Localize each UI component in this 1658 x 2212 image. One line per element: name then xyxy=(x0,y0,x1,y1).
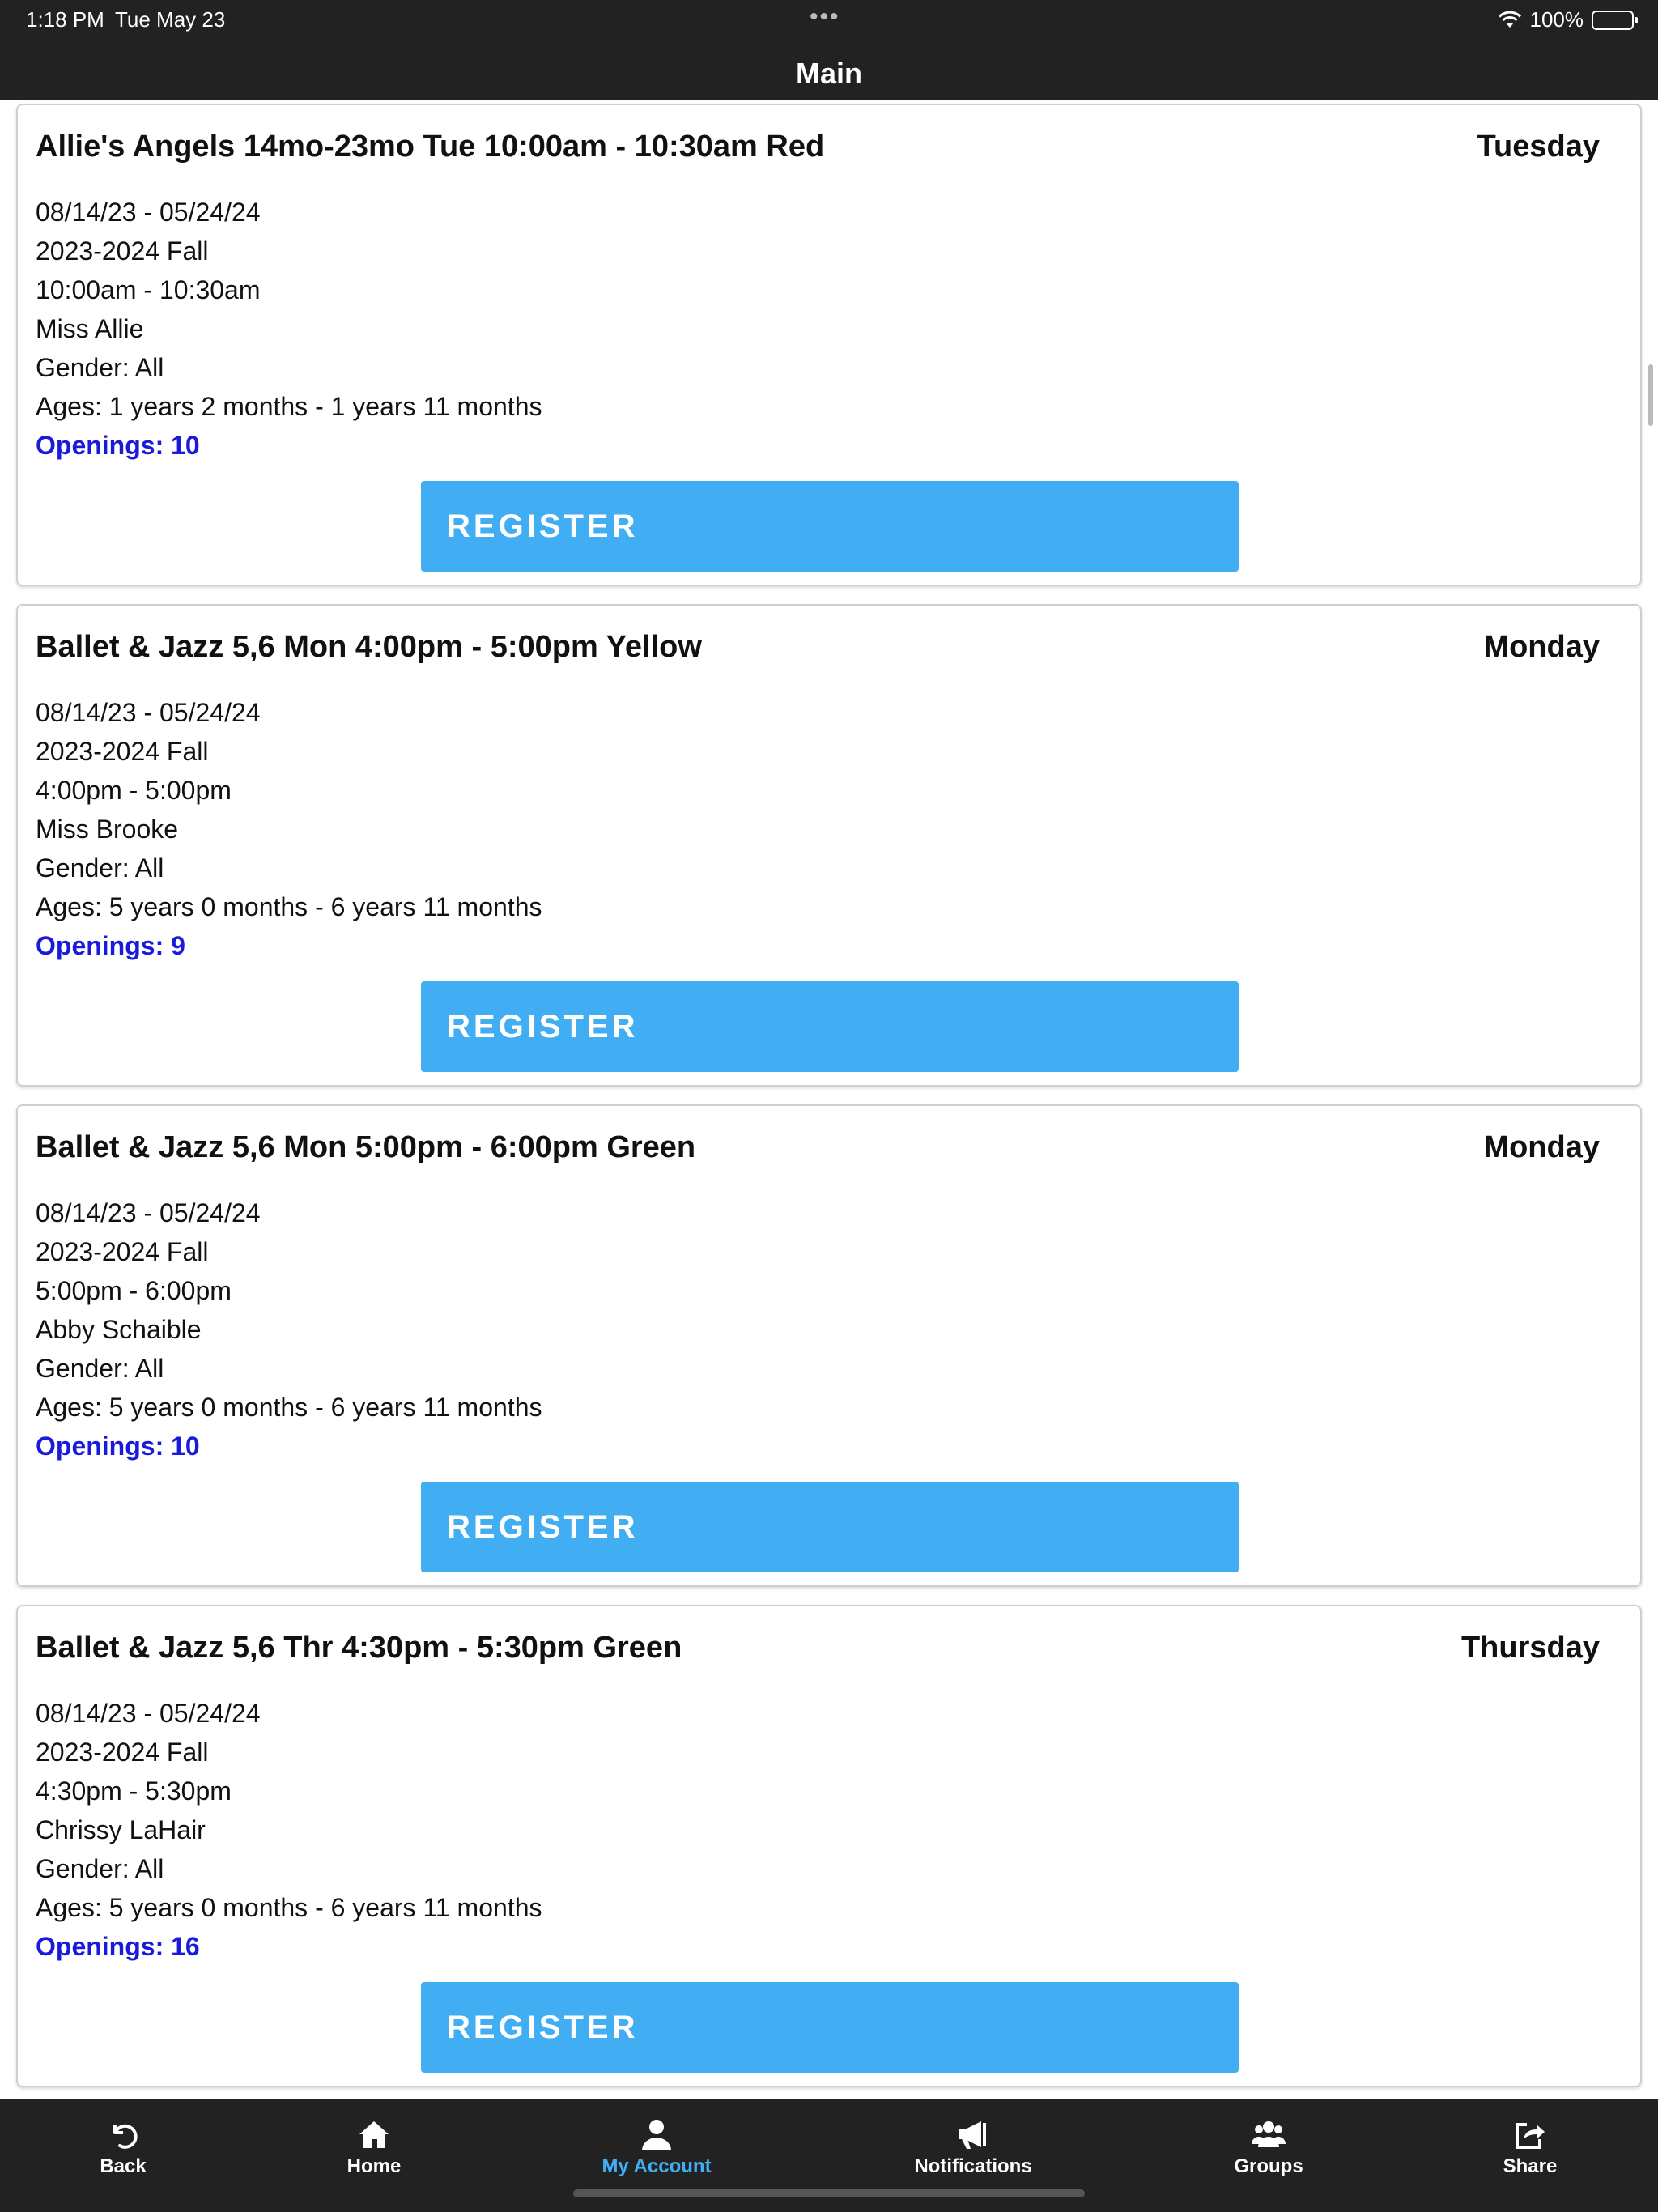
class-ages: Ages: 5 years 0 months - 6 years 11 months xyxy=(36,1893,542,1922)
register-button[interactable]: REGISTER xyxy=(421,1982,1239,2073)
class-ages: Ages: 5 years 0 months - 6 years 11 months xyxy=(36,892,542,921)
class-card xyxy=(16,1605,1642,2087)
class-details xyxy=(36,1694,542,1966)
class-gender: Gender: All xyxy=(36,353,164,382)
class-openings: Openings: 16 xyxy=(36,1932,200,1961)
class-day: Monday xyxy=(1483,1130,1600,1164)
class-card xyxy=(16,1104,1642,1587)
tab-back[interactable] xyxy=(42,2116,204,2178)
class-session: 2023-2024 Fall xyxy=(36,737,209,766)
tab-bar xyxy=(0,2099,1658,2212)
scrollbar[interactable] xyxy=(1648,364,1653,426)
tab-label: Notifications xyxy=(914,2155,1032,2177)
class-dates: 08/14/23 - 05/24/24 xyxy=(36,1699,261,1728)
class-card xyxy=(16,104,1642,586)
status-right xyxy=(1498,7,1635,32)
class-day: Monday xyxy=(1483,630,1600,664)
class-dates: 08/14/23 - 05/24/24 xyxy=(36,198,261,227)
class-time: 10:00am - 10:30am xyxy=(36,275,261,304)
class-list[interactable] xyxy=(0,100,1658,2099)
class-openings: Openings: 10 xyxy=(36,1431,200,1461)
tab-my-account[interactable] xyxy=(576,2116,738,2178)
tab-notifications[interactable] xyxy=(892,2116,1054,2178)
class-name: Ballet & Jazz 5,6 Thr 4:30pm - 5:30pm Green xyxy=(36,1631,682,1665)
class-details xyxy=(36,1193,542,1465)
class-name: Ballet & Jazz 5,6 Mon 5:00pm - 6:00pm Green xyxy=(36,1130,696,1164)
class-gender: Gender: All xyxy=(36,1354,164,1383)
back-icon xyxy=(105,2116,141,2152)
class-details xyxy=(36,693,542,965)
class-gender: Gender: All xyxy=(36,1854,164,1883)
tab-label: Groups xyxy=(1234,2155,1303,2177)
status-date: Tue May 23 xyxy=(115,7,226,32)
status-time: 1:18 PM xyxy=(26,7,104,32)
tab-label: Back xyxy=(100,2155,147,2177)
class-instructor: Chrissy LaHair xyxy=(36,1815,206,1844)
class-time: 4:00pm - 5:00pm xyxy=(36,776,232,805)
multitasking-dots-icon[interactable]: ••• xyxy=(810,3,840,30)
home-icon xyxy=(356,2116,392,2152)
class-instructor: Miss Allie xyxy=(36,314,144,343)
class-time: 5:00pm - 6:00pm xyxy=(36,1276,232,1305)
tab-label: My Account xyxy=(602,2155,712,2177)
register-button[interactable]: REGISTER xyxy=(421,981,1239,1072)
tab-share[interactable] xyxy=(1449,2116,1611,2178)
battery-percent: 100% xyxy=(1529,7,1584,32)
class-session: 2023-2024 Fall xyxy=(36,1237,209,1266)
megaphone-icon xyxy=(955,2116,991,2152)
class-name: Allie's Angels 14mo-23mo Tue 10:00am - 10:30am Red xyxy=(36,130,825,164)
battery-icon xyxy=(1592,11,1634,30)
class-instructor: Miss Brooke xyxy=(36,815,179,844)
share-icon xyxy=(1512,2116,1548,2152)
class-dates: 08/14/23 - 05/24/24 xyxy=(36,698,261,727)
class-session: 2023-2024 Fall xyxy=(36,1738,209,1767)
class-openings: Openings: 9 xyxy=(36,931,185,960)
class-dates: 08/14/23 - 05/24/24 xyxy=(36,1198,261,1227)
class-ages: Ages: 5 years 0 months - 6 years 11 months xyxy=(36,1393,542,1422)
page-title: Main xyxy=(795,57,862,90)
class-session: 2023-2024 Fall xyxy=(36,236,209,266)
register-button[interactable]: REGISTER xyxy=(421,481,1239,572)
wifi-icon xyxy=(1498,11,1522,29)
tab-groups[interactable] xyxy=(1188,2116,1350,2178)
class-gender: Gender: All xyxy=(36,853,164,883)
class-openings: Openings: 10 xyxy=(36,431,200,460)
class-name: Ballet & Jazz 5,6 Mon 4:00pm - 5:00pm Yellow xyxy=(36,630,702,664)
tab-label: Home xyxy=(346,2155,402,2177)
class-day: Thursday xyxy=(1460,1631,1600,1665)
navigation-bar xyxy=(0,39,1658,100)
user-icon xyxy=(639,2116,674,2152)
home-indicator[interactable] xyxy=(573,2189,1085,2197)
class-details xyxy=(36,193,542,465)
class-ages: Ages: 1 years 2 months - 1 years 11 months xyxy=(36,392,542,421)
status-bar xyxy=(0,0,1658,39)
class-time: 4:30pm - 5:30pm xyxy=(36,1776,232,1806)
register-button[interactable]: REGISTER xyxy=(421,1482,1239,1572)
class-day: Tuesday xyxy=(1477,130,1600,164)
class-instructor: Abby Schaible xyxy=(36,1315,202,1344)
tab-label: Share xyxy=(1503,2155,1558,2177)
groups-icon xyxy=(1251,2116,1286,2152)
class-card xyxy=(16,604,1642,1087)
tab-home[interactable] xyxy=(293,2116,455,2178)
